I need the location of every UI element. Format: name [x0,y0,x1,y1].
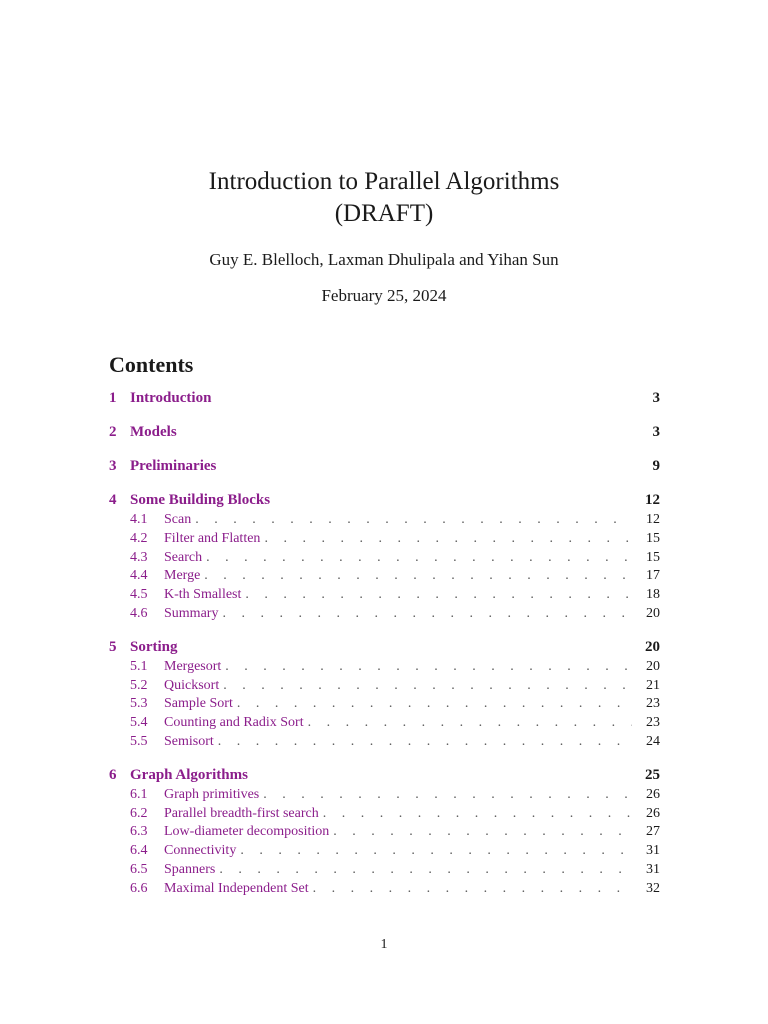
dot-leader [245,587,632,603]
title-line-2: (DRAFT) [334,200,434,227]
title-line-1: Introduction to Parallel Algorithms [208,168,560,195]
dot-leader [219,862,632,878]
toc-subsection-link[interactable] [109,512,660,531]
toc-section-page: 3 [652,390,660,406]
toc-section-title[interactable]: Introduction [130,390,212,406]
dot-leader [264,531,632,547]
toc-section-title[interactable]: Preliminaries [130,458,217,474]
toc-section-page: 9 [652,458,660,474]
toc-subsection-title[interactable]: Filter and Flatten [164,530,261,546]
toc-subsection-link[interactable] [109,881,660,900]
toc-subsection-link[interactable] [109,587,660,606]
toc-subsection-title[interactable]: Semisort [164,733,214,749]
toc-subsection-link[interactable] [109,696,660,715]
page-number: 1 [380,937,388,952]
toc-subsection-title[interactable]: Summary [164,605,219,621]
toc-subsection-link[interactable] [109,787,660,806]
toc-section-page: 12 [645,492,660,508]
toc-section-link[interactable] [109,767,660,787]
toc-subsection-link[interactable] [109,843,660,862]
dot-leader [195,512,632,528]
toc-section [109,767,660,900]
toc-subsection-number: 6.5 [130,861,148,877]
toc-subsection-page: 27 [646,824,660,840]
toc-subsection-title[interactable]: Quicksort [164,677,220,693]
toc-subsection-number: 4.4 [130,568,148,584]
toc-subsection-page: 26 [646,805,660,821]
toc-subsection-link[interactable] [109,531,660,550]
dot-leader [223,678,632,694]
toc-subsection-number: 4.3 [130,549,148,565]
toc-subsection-number: 5.1 [130,658,148,674]
toc-subsection-link[interactable] [109,678,660,697]
toc-subsection-title[interactable]: Low-diameter decomposition [164,824,330,840]
toc-subsection-title[interactable]: Connectivity [164,843,237,859]
toc-subsection-title[interactable]: Merge [164,568,201,584]
toc-subsection-link[interactable] [109,715,660,734]
toc-subsection-page: 31 [646,861,660,877]
toc-subsection-page: 18 [646,587,660,603]
toc-section-link[interactable] [109,390,660,410]
dot-leader [225,659,632,675]
dot-leader [263,787,632,803]
toc-subsection-link[interactable] [109,862,660,881]
toc-subsection-number: 6.2 [130,805,148,821]
toc-subsection-title[interactable]: K-th Smallest [164,587,242,603]
toc-subsection-page: 15 [646,530,660,546]
toc-subsection-page: 32 [646,880,660,896]
document-title [0,166,768,230]
toc-subsection-link[interactable] [109,568,660,587]
date: February 25, 2024 [321,286,447,305]
dot-leader [222,606,632,622]
toc-subsection-number: 5.4 [130,715,148,731]
toc-section [109,639,660,753]
toc-section-link[interactable] [109,458,660,478]
toc-section-link[interactable] [109,639,660,659]
dot-leader [204,568,632,584]
toc-subsection-page: 31 [646,843,660,859]
toc-section-title[interactable]: Sorting [130,638,178,655]
toc-subsection-page: 23 [646,696,660,712]
toc-section-title[interactable]: Graph Algorithms [130,766,248,783]
toc-subsection-title[interactable]: Search [164,549,203,565]
toc-subsection-title[interactable]: Scan [164,512,192,527]
toc-section [109,492,660,625]
toc-section-number: 6 [109,766,117,783]
toc-section-number: 4 [109,492,117,508]
toc-section-title[interactable]: Models [130,424,177,440]
toc-subsection-number: 6.4 [130,843,148,859]
toc-subsection-number: 4.1 [130,512,148,527]
toc-subsection-number: 5.5 [130,733,148,749]
toc-section-link[interactable] [109,424,660,444]
toc-subsection-page: 20 [646,658,660,674]
toc-subsection-link[interactable] [109,550,660,569]
toc-subsection-page: 20 [646,605,660,621]
dot-leader [313,881,632,897]
toc-subsection-page: 15 [646,549,660,565]
toc-section-link[interactable] [109,492,660,512]
toc-subsection-title[interactable]: Parallel breadth-first search [164,805,319,821]
dot-leader [237,696,632,712]
toc-subsection-number: 6.6 [130,880,148,896]
toc-subsection-title[interactable]: Spanners [164,861,216,877]
toc-subsection-number: 5.3 [130,696,148,712]
toc-subsection-title[interactable]: Counting and Radix Sort [164,715,304,731]
contents-heading: Contents [109,352,194,377]
toc-subsection-number: 4.2 [130,530,148,546]
toc-section-number: 3 [109,458,117,474]
toc-subsection-link[interactable] [109,734,660,753]
toc-subsection-number: 5.2 [130,677,148,693]
toc-subsection-title[interactable]: Graph primitives [164,786,260,802]
toc-section-page: 25 [645,766,660,783]
dot-leader [240,843,632,859]
toc-subsection-title[interactable]: Sample Sort [164,696,233,712]
toc-section-number: 5 [109,638,117,655]
toc-subsection-page: 23 [646,715,660,731]
dot-leader [308,715,632,731]
dot-leader [323,806,632,822]
toc-subsection-title[interactable]: Maximal Independent Set [164,880,309,896]
toc-subsection-page: 17 [646,568,660,584]
toc-section-title[interactable]: Some Building Blocks [130,492,271,508]
toc-subsection-page: 21 [646,677,660,693]
toc-subsection-number: 4.6 [130,605,148,621]
toc-subsection-number: 6.3 [130,824,148,840]
toc-section-number: 1 [109,390,117,406]
toc-subsection-page: 12 [646,512,660,527]
dot-leader [218,734,632,750]
toc-subsection-link[interactable] [109,659,660,678]
toc-section [109,390,660,410]
toc-subsection-page: 24 [646,733,660,749]
authors: Guy E. Blelloch, Laxman Dhulipala and Yihan Sun [209,250,559,269]
toc-subsection-number: 4.5 [130,587,148,603]
toc-section-page: 20 [645,638,660,655]
dot-leader [333,824,632,840]
toc-section-number: 2 [109,424,117,440]
toc-section-page: 3 [652,424,660,440]
table-of-contents [109,390,660,914]
toc-section [109,424,660,444]
toc-subsection-link[interactable] [109,606,660,625]
dot-leader [206,550,632,566]
toc-subsection-page: 26 [646,786,660,802]
toc-subsection-link[interactable] [109,806,660,825]
toc-subsection-title[interactable]: Mergesort [164,658,222,674]
toc-section [109,458,660,478]
toc-subsection-link[interactable] [109,824,660,843]
toc-subsection-number: 6.1 [130,786,148,802]
